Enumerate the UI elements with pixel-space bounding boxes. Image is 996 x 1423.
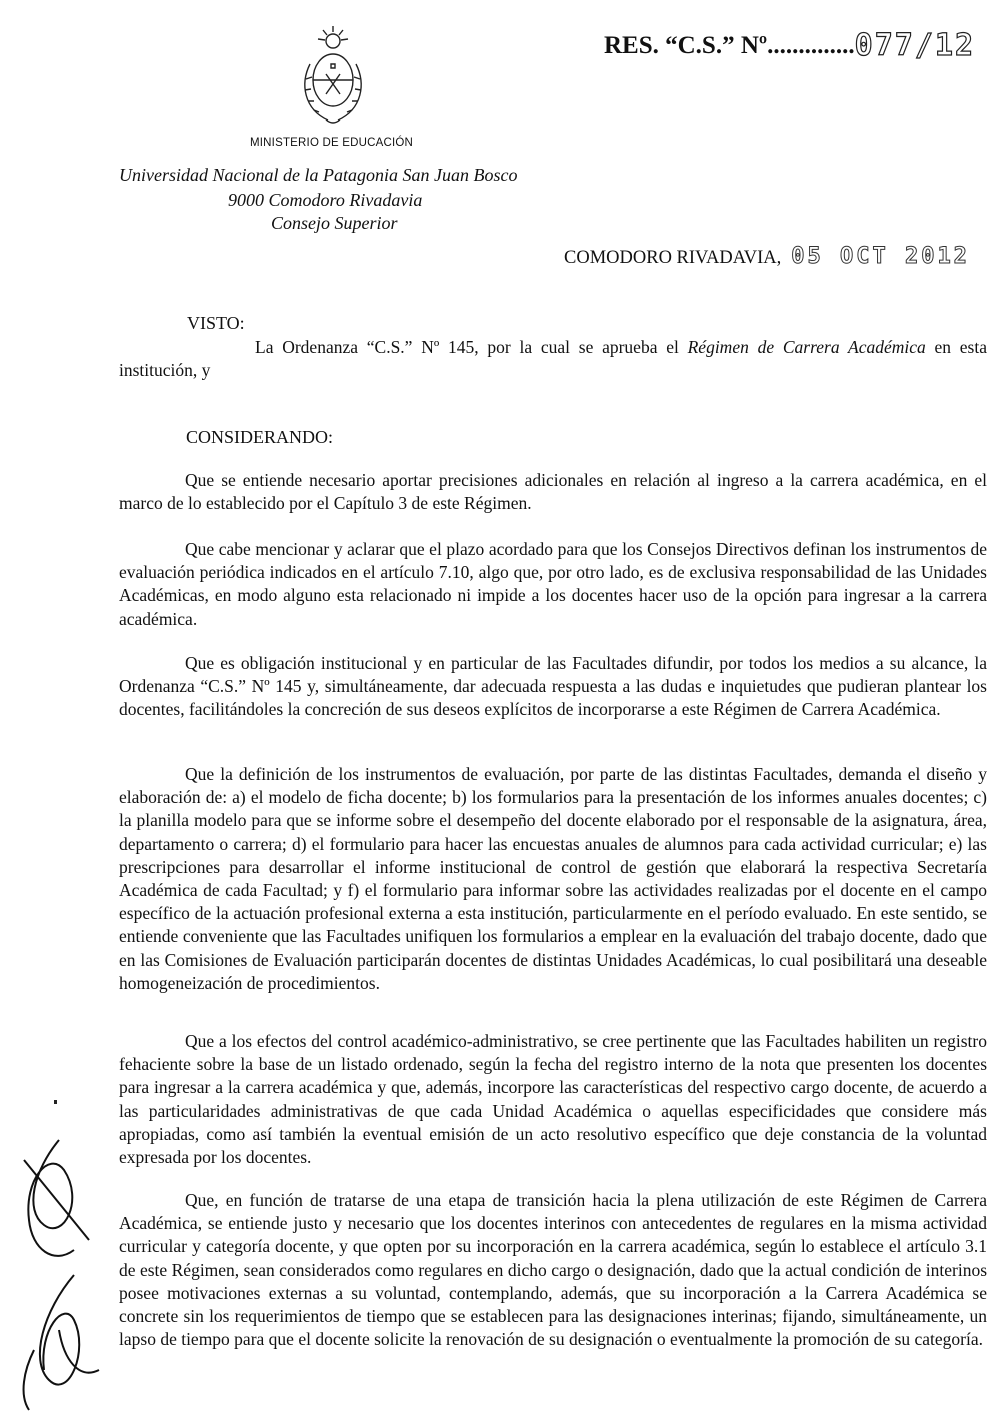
visto-text: La Ordenanza “C.S.” Nº 145, por la cual se aprueba el Régimen de Carrera Académica en esta institución, y — [119, 337, 987, 380]
paragraph-2: Que cabe mencionar y aclarar que el plazo acordado para que los Consejos Directivos definan los instrumentos de evaluación periódica indicados en el artículo 7.10, algo que, por otro lado, es de exclusiva responsabilidad de las Unidades Académicas, en modo alguno esta relacionado ni impide a los docentes hacer uso de la opción para ingresar a la carrera académica. — [119, 539, 987, 629]
resolution-stamp: 077/12 — [854, 28, 976, 63]
resolution-number — [604, 26, 975, 61]
paragraph-6: Que, en función de tratarse de una etapa de transición hacia la plena utilización de este Régimen de Carrera Académica, se entiende justo y necesario que los docentes interinos con antecedentes de regulares en la misma actividad curricular y categoría docente, y que opten por su incorporación en la carrera académica, según lo establece el artículo 3.1 de este Régimen, sean considerados como regulares en dicho cargo o designación, dado que la actual condición de interinos posee motivaciones externas a su voluntad, contemplando, además, que su incorporación a la Carrera Académica se concrete sin los requerimientos de tiempo que se establecen para las designaciones interinas; fijando, simultáneamente, un lapso de tiempo para que el docente solicite la renovación de su designación o eventualmente la promoción de su categoría. — [119, 1190, 987, 1350]
paragraph-1: Que se entiende necesario aportar precisiones adicionales en relación al ingreso a la carrera académica, en el marco de lo establecido por el Capítulo 3 de este Régimen. — [119, 470, 987, 514]
paragraph-4: Que la definición de los instrumentos de evaluación, por parte de las distintas Facultades, demanda el diseño y elaboración de: a) el modelo de ficha docente; b) los formularios para la presentación de los informes anuales docentes; c) la planilla modelo para que se informe sobre el desempeño del docente elaborado por el responsable de la asignatura, área, departamento o carrera; d) el formulario para hacer las encuestas anuales de alumnos para cada actividad curricular; e) las prescripciones para desarrollar el informe institucional de control de gestión que elaborará la respectiva Secretaría Académica de cada Facultad; y f) el formulario para informar sobre las actividades realizadas por el docente en el campo específico de la actuación profesional externa a esta institución, particularmente en el período evaluado. En este sentido, se entiende conveniente que las Facultades unifiquen los formularios a emplear en la evaluación del trabajo docente, dado que en las Comisiones de Evaluación participarán docentes de distintas Unidades Académicas, lo cual posibilitará una deseable homogeneización de procedimientos. — [119, 764, 987, 993]
university-name: Universidad Nacional de la Patagonia San Juan Bosco — [119, 165, 518, 185]
council-name: Consejo Superior — [271, 213, 398, 233]
university-address: 9000 Comodoro Rivadavia — [228, 190, 423, 210]
considerando-heading: CONSIDERANDO: — [186, 427, 334, 447]
place-and-date — [564, 244, 970, 269]
visto-heading: VISTO: — [187, 313, 245, 333]
resolution-dots: .............. — [767, 32, 855, 59]
margin-initial-signature-2 — [4, 1270, 114, 1420]
date-stamp: 05 OCT 2012 — [791, 244, 970, 269]
margin-dot — [54, 1100, 57, 1104]
paragraph-5: Que a los efectos del control académico-administrativo, se cree pertinente que las Facultades habiliten un registro fehaciente sobre la base de un listado ordenado, según la fecha del registro interno de la nota que presenten los docentes para ingresar a la carrera académica y que, además, incorpore las características del respectivo cargo docente, de acuerdo a las particularidades administrativas de que cada Unidad Académica o aquellas especificidades que considere más apropiadas, como así también la eventual emisión de un acto resolutivo específico que deje constancia de la voluntad expresada por los docentes. — [119, 1031, 987, 1168]
coat-of-arms-seal — [296, 24, 370, 128]
city-name: COMODORO RIVADAVIA, — [564, 248, 782, 268]
resolution-label: RES. “C.S.” Nº — [604, 32, 768, 59]
margin-initial-signature — [4, 1130, 104, 1280]
paragraph-3: Que es obligación institucional y en particular de las Facultades difundir, por todos los medios a su alcance, la Ordenanza “C.S.” Nº 145 y, simultáneamente, dar adecuada respuesta a las dudas e inquietudes que pudieran plantear los docentes, facilitándoles la concreción de sus deseos explícitos de incorporarse a este Régimen de Carrera Académica. — [119, 653, 987, 720]
ministry-name: MINISTERIO DE EDUCACIÓN — [250, 137, 414, 149]
